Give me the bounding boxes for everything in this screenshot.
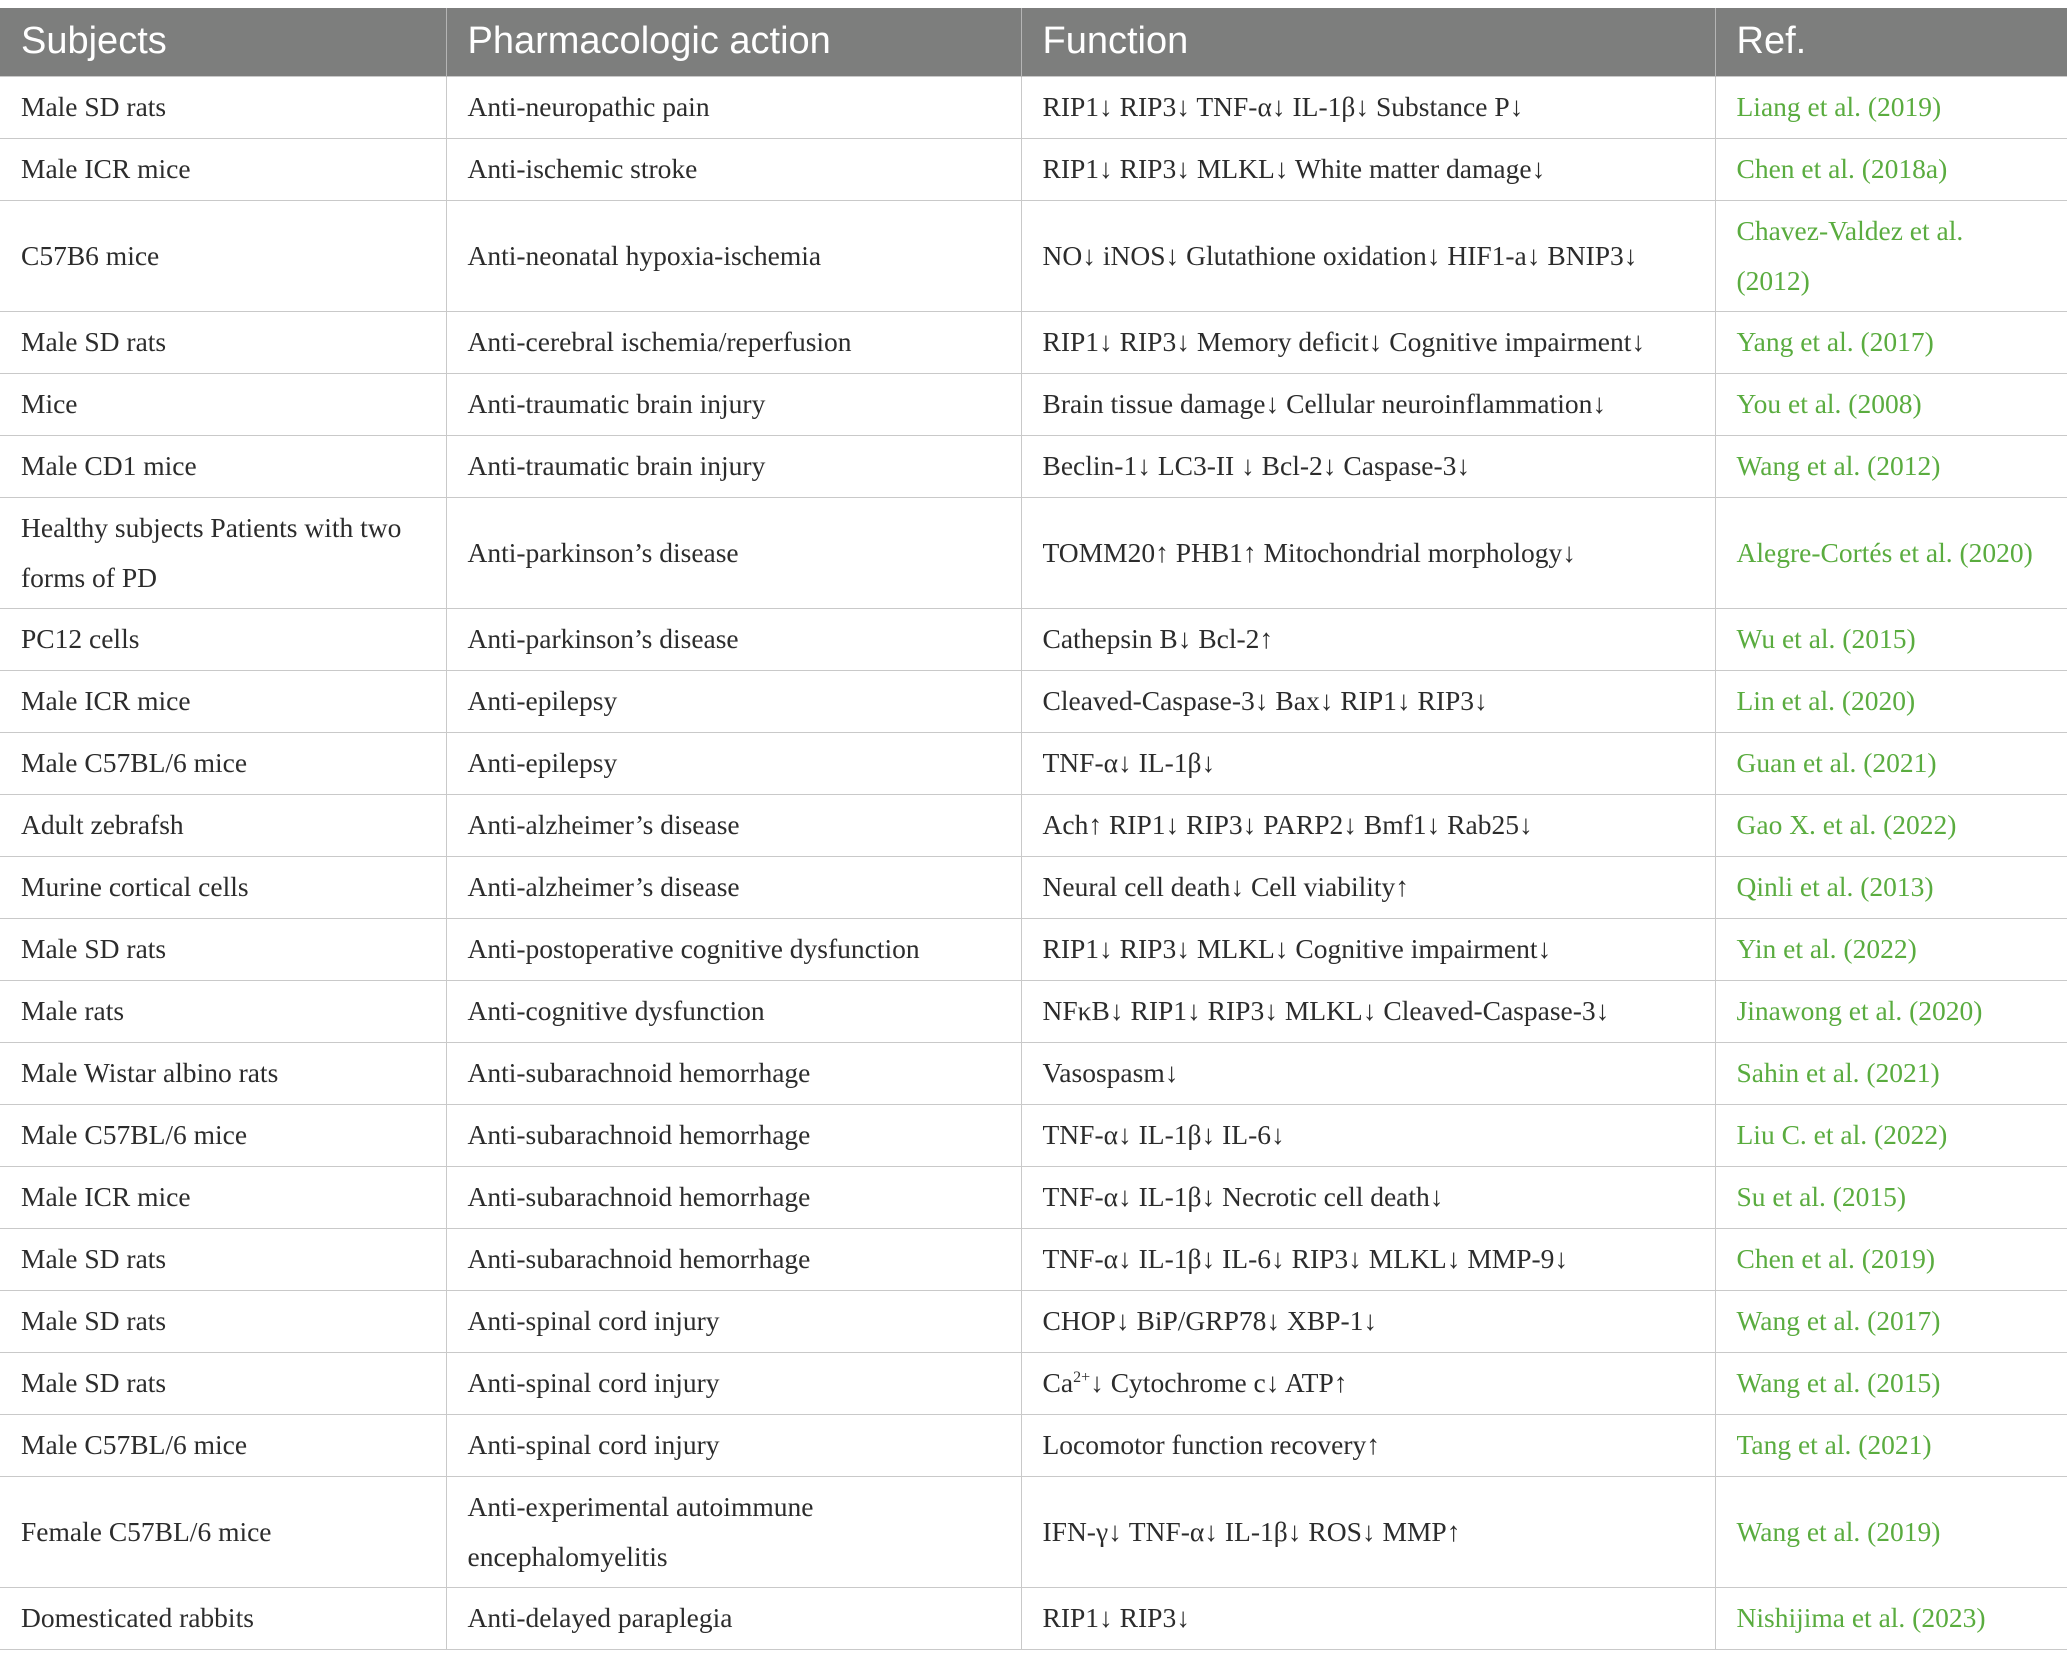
header-pharmacologic-action[interactable]: Pharmacologic action (446, 8, 1021, 76)
cell-ref-link[interactable]: Gao X. et al. (2022) (1715, 794, 2067, 856)
cell-function: Ach↑ RIP1↓ RIP3↓ PARP2↓ Bmf1↓ Rab25↓ (1021, 794, 1715, 856)
cell-action: Anti-traumatic brain injury (446, 435, 1021, 497)
cell-ref-link[interactable]: Su et al. (2015) (1715, 1166, 2067, 1228)
cell-ref-link[interactable]: Guan et al. (2021) (1715, 732, 2067, 794)
cell-function: Cleaved-Caspase-3↓ Bax↓ RIP1↓ RIP3↓ (1021, 670, 1715, 732)
table-row (0, 856, 2067, 918)
cell-subjects: Male C57BL/6 mice (0, 732, 446, 794)
table-row (0, 980, 2067, 1042)
cell-ref-link[interactable] (1715, 200, 2067, 311)
cell-subjects: Male SD rats (0, 1352, 446, 1414)
cell-function: CHOP↓ BiP/GRP78↓ XBP-1↓ (1021, 1290, 1715, 1352)
cell-function: Brain tissue damage↓ Cellular neuroinflammation↓ (1021, 373, 1715, 435)
cell-action: Anti-ischemic stroke (446, 138, 1021, 200)
function-text: Ca (1042, 1367, 1074, 1398)
cell-ref-link[interactable]: Liang et al. (2019) (1715, 76, 2067, 138)
cell-function: Locomotor function recovery↑ (1021, 1414, 1715, 1476)
table-row (0, 1414, 2067, 1476)
cell-function: RIP1↓ RIP3↓ MLKL↓ White matter damage↓ (1021, 138, 1715, 200)
cell-action: Anti-subarachnoid hemorrhage (446, 1166, 1021, 1228)
table-row (0, 1476, 2067, 1587)
table-row (0, 670, 2067, 732)
table-row (0, 373, 2067, 435)
cell-function: TNF-α↓ IL-1β↓ Necrotic cell death↓ (1021, 1166, 1715, 1228)
cell-subjects: Male SD rats (0, 918, 446, 980)
table-row (0, 1228, 2067, 1290)
table-row (0, 608, 2067, 670)
cell-action: Anti-neonatal hypoxia-ischemia (446, 200, 1021, 311)
cell-subjects: Mice (0, 373, 446, 435)
cell-ref-link[interactable]: Wang et al. (2012) (1715, 435, 2067, 497)
cell-action: Anti-subarachnoid hemorrhage (446, 1104, 1021, 1166)
cell-function: RIP1↓ RIP3↓ Memory deficit↓ Cognitive impairment↓ (1021, 311, 1715, 373)
cell-function: NO↓ iNOS↓ Glutathione oxidation↓ HIF1-a↓ BNIP3↓ (1021, 200, 1715, 311)
cell-action: Anti-neuropathic pain (446, 76, 1021, 138)
ref-line: Chavez-Valdez et al. (1736, 214, 1964, 246)
cell-function: RIP1↓ RIP3↓ TNF-α↓ IL-1β↓ Substance P↓ (1021, 76, 1715, 138)
cell-action (446, 1476, 1021, 1587)
cell-ref-link[interactable]: Jinawong et al. (2020) (1715, 980, 2067, 1042)
cell-subjects: Male SD rats (0, 311, 446, 373)
cell-function: IFN-γ↓ TNF-α↓ IL-1β↓ ROS↓ MMP↑ (1021, 1476, 1715, 1587)
cell-function: TOMM20↑ PHB1↑ Mitochondrial morphology↓ (1021, 497, 1715, 608)
cell-action: Anti-parkinson’s disease (446, 497, 1021, 608)
cell-action: Anti-cognitive dysfunction (446, 980, 1021, 1042)
table-row (0, 1352, 2067, 1414)
cell-function (1021, 1352, 1715, 1414)
cell-action: Anti-epilepsy (446, 732, 1021, 794)
header-function[interactable]: Function (1021, 8, 1715, 76)
cell-subjects: Adult zebrafsh (0, 794, 446, 856)
cell-subjects: Male CD1 mice (0, 435, 446, 497)
cell-subjects: PC12 cells (0, 608, 446, 670)
table-row (0, 497, 2067, 608)
cell-action: Anti-parkinson’s disease (446, 608, 1021, 670)
cell-action: Anti-spinal cord injury (446, 1352, 1021, 1414)
cell-function: Beclin-1↓ LC3-II ↓ Bcl-2↓ Caspase-3↓ (1021, 435, 1715, 497)
cell-subjects (0, 497, 446, 608)
table-row (0, 1587, 2067, 1649)
cell-function: TNF-α↓ IL-1β↓ IL-6↓ RIP3↓ MLKL↓ MMP-9↓ (1021, 1228, 1715, 1290)
table-row (0, 1290, 2067, 1352)
table-row (0, 435, 2067, 497)
cell-subjects: Domesticated rabbits (0, 1587, 446, 1649)
cell-action: Anti-spinal cord injury (446, 1290, 1021, 1352)
table-row (0, 794, 2067, 856)
cell-action: Anti-spinal cord injury (446, 1414, 1021, 1476)
table-header-row (0, 8, 2067, 76)
cell-ref-link[interactable]: Alegre-Cortés et al. (2020) (1715, 497, 2067, 608)
cell-subjects: Male SD rats (0, 1290, 446, 1352)
cell-ref-link[interactable]: Yin et al. (2022) (1715, 918, 2067, 980)
cell-ref-link[interactable]: Lin et al. (2020) (1715, 670, 2067, 732)
cell-subjects: Male C57BL/6 mice (0, 1414, 446, 1476)
cell-ref-link[interactable]: Yang et al. (2017) (1715, 311, 2067, 373)
cell-action: Anti-subarachnoid hemorrhage (446, 1042, 1021, 1104)
cell-function: Vasospasm↓ (1021, 1042, 1715, 1104)
table-row (0, 1104, 2067, 1166)
cell-subjects: Male rats (0, 980, 446, 1042)
cell-action: Anti-delayed paraplegia (446, 1587, 1021, 1649)
cell-subjects: Male ICR mice (0, 1166, 446, 1228)
cell-ref-link[interactable]: Nishijima et al. (2023) (1715, 1587, 2067, 1649)
action-line: Anti-experimental autoimmune (467, 1490, 814, 1522)
table-row (0, 200, 2067, 311)
cell-ref-link[interactable]: Chen et al. (2019) (1715, 1228, 2067, 1290)
cell-ref-link[interactable]: Chen et al. (2018a) (1715, 138, 2067, 200)
cell-subjects: Male SD rats (0, 1228, 446, 1290)
cell-ref-link[interactable]: Qinli et al. (2013) (1715, 856, 2067, 918)
cell-ref-link[interactable]: Wang et al. (2017) (1715, 1290, 2067, 1352)
cell-ref-link[interactable]: Wang et al. (2019) (1715, 1476, 2067, 1587)
data-table-container (0, 8, 2067, 1650)
cell-action: Anti-subarachnoid hemorrhage (446, 1228, 1021, 1290)
subjects-line: Healthy subjects Patients with two (21, 511, 402, 543)
table-row (0, 1042, 2067, 1104)
table-row (0, 918, 2067, 980)
cell-function: TNF-α↓ IL-1β↓ IL-6↓ (1021, 1104, 1715, 1166)
cell-ref-link[interactable]: Wang et al. (2015) (1715, 1352, 2067, 1414)
cell-function: NFκB↓ RIP1↓ RIP3↓ MLKL↓ Cleaved-Caspase-3↓ (1021, 980, 1715, 1042)
pharmacology-table (0, 8, 2067, 1650)
table-row (0, 1166, 2067, 1228)
cell-subjects: Male SD rats (0, 76, 446, 138)
cell-function: RIP1↓ RIP3↓ MLKL↓ Cognitive impairment↓ (1021, 918, 1715, 980)
cell-action: Anti-traumatic brain injury (446, 373, 1021, 435)
cell-ref-link[interactable]: Liu C. et al. (2022) (1715, 1104, 2067, 1166)
cell-ref-link[interactable]: You et al. (2008) (1715, 373, 2067, 435)
table-row (0, 311, 2067, 373)
table-row (0, 138, 2067, 200)
cell-action: Anti-postoperative cognitive dysfunction (446, 918, 1021, 980)
ref-line: (2012) (1736, 264, 1810, 296)
table-row (0, 76, 2067, 138)
table-row (0, 732, 2067, 794)
cell-ref-link[interactable]: Sahin et al. (2021) (1715, 1042, 2067, 1104)
cell-action: Anti-cerebral ischemia/reperfusion (446, 311, 1021, 373)
cell-function: Neural cell death↓ Cell viability↑ (1021, 856, 1715, 918)
function-text: ↓ Cytochrome c↓ ATP↑ (1090, 1367, 1348, 1398)
subjects-line: forms of PD (21, 561, 157, 593)
cell-subjects: Female C57BL/6 mice (0, 1476, 446, 1587)
cell-action: Anti-alzheimer’s disease (446, 794, 1021, 856)
cell-function: Cathepsin B↓ Bcl-2↑ (1021, 608, 1715, 670)
header-subjects[interactable]: Subjects (0, 8, 446, 76)
header-ref[interactable]: Ref. (1736, 20, 1807, 63)
cell-action: Anti-alzheimer’s disease (446, 856, 1021, 918)
cell-ref-link[interactable]: Wu et al. (2015) (1715, 608, 2067, 670)
action-line: encephalomyelitis (467, 1540, 668, 1572)
cell-subjects: Male ICR mice (0, 670, 446, 732)
cell-action: Anti-epilepsy (446, 670, 1021, 732)
cell-function: RIP1↓ RIP3↓ (1021, 1587, 1715, 1649)
cell-subjects: Male Wistar albino rats (0, 1042, 446, 1104)
cell-subjects: C57B6 mice (0, 200, 446, 311)
superscript-charge: 2+ (1073, 1368, 1091, 1386)
cell-subjects: Murine cortical cells (0, 856, 446, 918)
cell-function: TNF-α↓ IL-1β↓ (1021, 732, 1715, 794)
cell-subjects: Male C57BL/6 mice (0, 1104, 446, 1166)
cell-ref-link[interactable]: Tang et al. (2021) (1715, 1414, 2067, 1476)
cell-subjects: Male ICR mice (0, 138, 446, 200)
